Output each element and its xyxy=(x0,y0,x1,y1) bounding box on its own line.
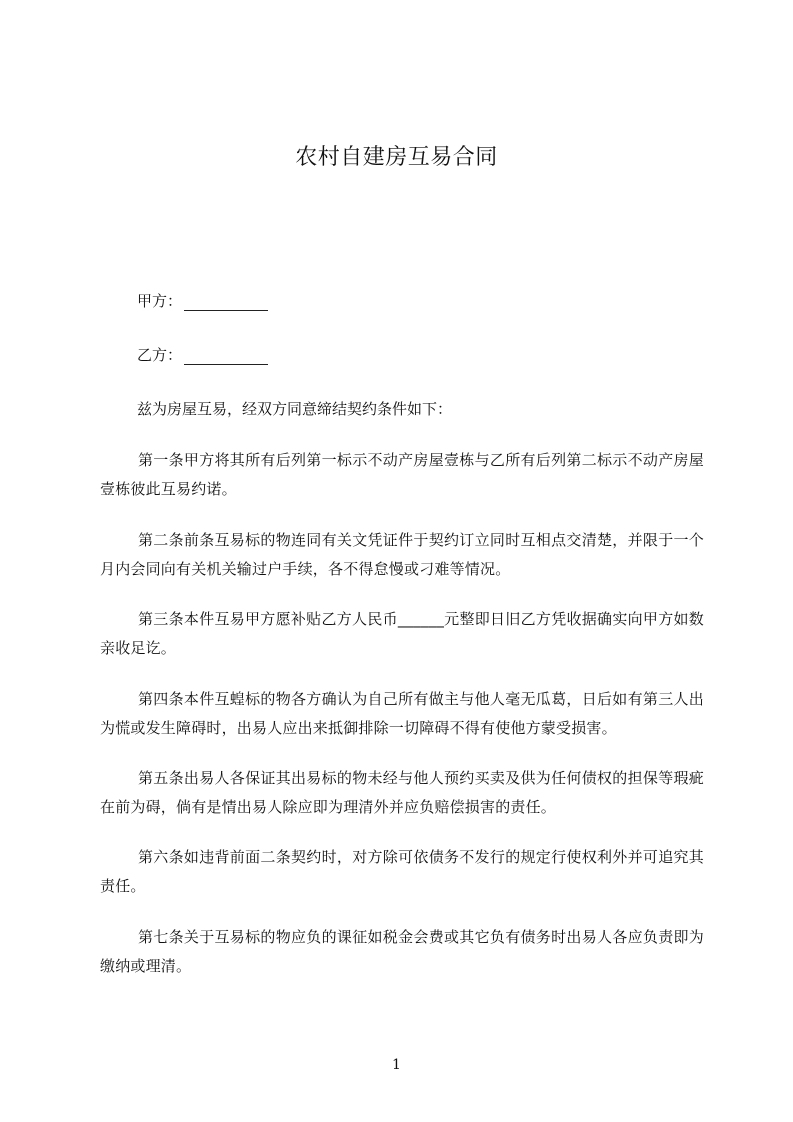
article-5: 第五条出易人各保证其出易标的物未经与他人预约买卖及供为任何债权的担保等瑕疵在前为碍，倘有是情出易人除应即为理清外并应负赔偿损害的责任。 xyxy=(100,769,704,816)
article-3: 第三条本件互易甲方愿补贴乙方人民币______元整即日旧乙方凭收据确实向甲方如数亲收足讫。 xyxy=(100,610,704,657)
party-a-label: 甲方： xyxy=(137,292,183,310)
party-a-line xyxy=(137,291,268,311)
article-1: 第一条甲方将其所有后列第一标示不动产房屋壹栋与乙所有后列第二标示不动产房屋壹栋彼此互易约诺。 xyxy=(100,451,704,498)
article-4: 第四条本件互蝗标的物各方确认为自己所有做主与他人毫无瓜葛，日后如有第三人出为慌或发生障碍时，出易人应出来抵御排除一切障碍不得有使他方蒙受损害。 xyxy=(100,690,704,737)
party-b-line xyxy=(137,345,268,365)
party-b-blank xyxy=(184,348,268,365)
article-2: 第二条前条互易标的物连同有关文凭证件于契约订立同时互相点交清楚，并限于一个月内会同向有关机关输过户手续，各不得怠慢或刁难等情况。 xyxy=(100,531,704,578)
party-b-label: 乙方： xyxy=(137,346,183,364)
party-a-blank xyxy=(184,294,268,311)
article-6: 第六条如违背前面二条契约时，对方除可依债务不发行的规定行使权利外并可追究其责任。 xyxy=(100,848,704,895)
intro-paragraph: 兹为房屋互易，经双方同意缔结契约条件如下： xyxy=(137,400,453,418)
article-7: 第七条关于互易标的物应负的课征如税金会费或其它负有债务时出易人各应负责即为缴纳或理清。 xyxy=(100,928,704,975)
document-title: 农村自建房互易合同 xyxy=(295,145,498,170)
page-number: 1 xyxy=(392,1057,401,1073)
